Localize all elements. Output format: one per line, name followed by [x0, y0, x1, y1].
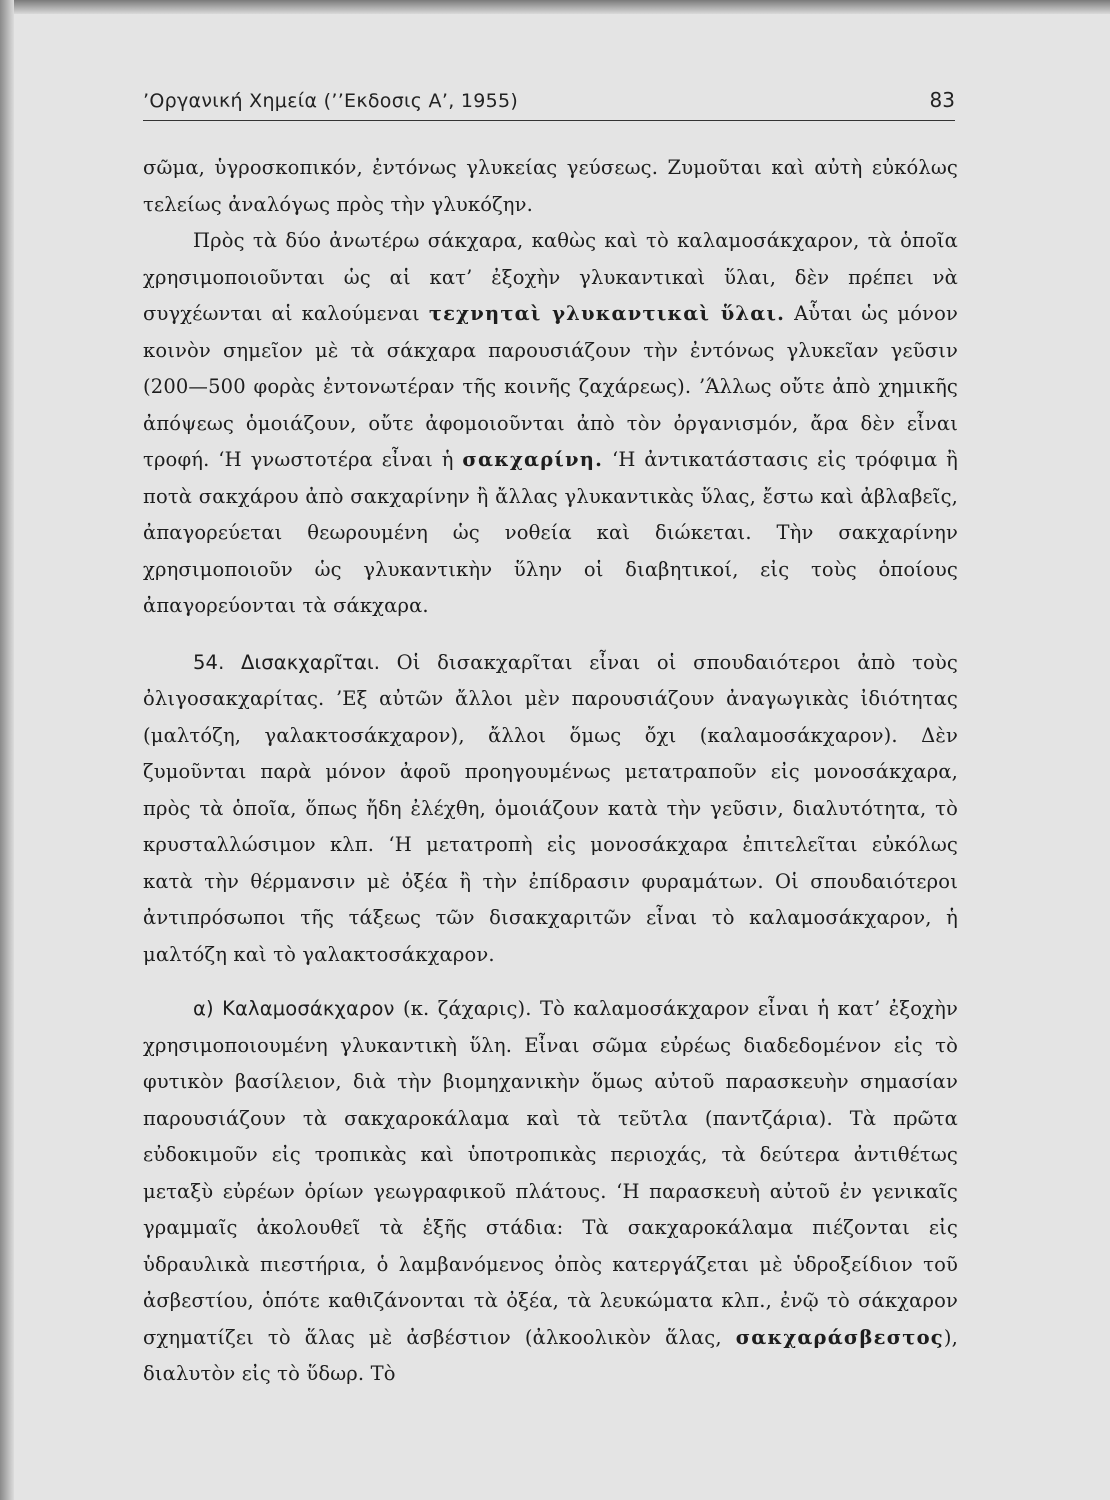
body-text: [143, 150, 958, 1393]
page-header: [143, 86, 955, 121]
paragraph-2-text-b: Αὗται ὡς μόνον κοινὸν σημεῖον μὲ τὰ σάκχαρα παρουσιάζουν τὴν ἐντόνως γλυκεῖαν γεῦσιν (200—500 φορὰς ἐντονωτέραν τῆς κοινῆς ζαχάρεως). ’Άλλως οὔτε ἀπὸ χημικῆς ἀπόψεως ὁμοιάζουν, οὔτε ἀφομοιοῦνται ἀπὸ τὸν ὀργανισμόν, ἄρα δὲν εἶναι τροφή. ‘Η γνωστοτέρα εἶναι ἡ: [143, 302, 958, 471]
paragraph-2-text-c: ‘Η ἀντικατάστασις εἰς τρόφιμα ἢ ποτὰ σακχάρου ἀπὸ σακχαρίνην ἢ ἄλλας γλυκαντικὰς ὕλας, ἔστω καὶ ἀβλαβεῖς, ἀπαγορεύεται θεωρουμένη ὡς νοθεία καὶ διώκεται. Τὴν σακχαρίνην χρησιμοποιοῦν ὡς γλυκαντικὴν ὕλην οἱ διαβητικοί, εἰς τοὺς ὁποίους ἀπαγορεύονται τὰ σάκχαρα.: [143, 448, 958, 617]
spacer: [143, 973, 958, 991]
running-title: ’Οργανική Χημεία (’’Εκδοσις Α’, 1955): [143, 90, 519, 112]
subsection-a-text-a: (κ. ζάχαρις). Τὸ καλαμοσάκχαρον εἶναι ἡ κατ’ ἐξοχὴν χρησιμοποιουμένη γλυκαντικὴ ὕλη. Εἶναι σῶμα εὐρέως διαδεδομένον εἰς τὸ φυτικὸν βασίλειον, διὰ τὴν βιομηχανικὴν ὅμως αὐτοῦ παρασκευὴν σημασίαν παρουσιάζουν τὰ σακχαροκάλαμα καὶ τὰ τεῦτλα (παντζάρια). Τὰ πρῶτα εὐδοκιμοῦν εἰς τροπικὰς καὶ ὑποτροπικὰς περιοχάς, τὰ δεύτερα ἀντιθέτως μεταξὺ εὐρέων ὁρίων γεωγραφικοῦ πλάτους. ‘Η παρασκευὴ αὐτοῦ ἐν γενικαῖς γραμμαῖς ἀκολουθεῖ τὰ ἑξῆς στάδια: Τὰ σακχαροκάλαμα πιέζονται εἰς ὑδραυλικὰ πιεστήρια, ὁ λαμβανόμενος ὀπὸς κατεργάζεται μὲ ὑδροξείδιον τοῦ ἀσβεστίου, ὁπότε καθιζάνονται τὰ ὀξέα, τὰ λευκώματα κλπ., ἐνῷ τὸ σάκχαρον σχηματίζει τὸ ἅλας μὲ ἀσβέστιον (ἀλκοολικὸν ἅλας,: [143, 997, 958, 1349]
page-number: 83: [929, 88, 955, 112]
subsection-a-text-b: ), διαλυτὸν εἰς τὸ ὕδωρ. Τὸ: [143, 1325, 958, 1385]
paragraph-2-text-a: Πρὸς τὰ δύο ἀνωτέρω σάκχαρα, καθὼς καὶ τὸ καλαμοσάκχαρον, τὰ ὁποῖα χρησιμοποιοῦνται ὡς αἱ κατ’ ἐξοχὴν γλυκαντικαὶ ὕλαι, δὲν πρέπει νὰ συγχέωνται αἱ καλούμεναι: [143, 229, 958, 325]
section-54-paragraph: [143, 645, 958, 974]
section-title: Δισακχαρῖται.: [241, 650, 381, 674]
scan-edge-left: [0, 0, 14, 1500]
paragraph-1-text: σῶμα, ὑγροσκοπικόν, ἐντόνως γλυκείας γεύσεως. Ζυμοῦται καὶ αὐτὴ εὐκόλως τελείως ἀναλόγως πρὸς τὴν γλυκόζην.: [143, 156, 958, 216]
bold-term-saccharate: σακχαράσβεστος: [735, 1325, 944, 1349]
paragraph-2: [143, 223, 958, 625]
spacer: [143, 625, 958, 645]
subsection-a-paragraph: [143, 991, 958, 1393]
subsection-title: α) Καλαμοσάκχαρον: [193, 997, 395, 1020]
bold-term-saccharin: σακχαρίνη.: [462, 448, 604, 471]
section-54-text: Οἱ δισακχαρῖται εἶναι οἱ σπουδαιότεροι ἀπὸ τοὺς ὀλιγοσακχαρίτας. ’Εξ αὐτῶν ἄλλοι μὲν παρουσιάζουν ἀναγωγικὰς ἰδιότητας (μαλτόζη, γαλακτοσάκχαρον), ἄλλοι ὅμως ὄχι (καλαμοσάκχαρον). Δὲν ζυμοῦνται παρὰ μόνον ἀφοῦ προηγουμένως μετατραποῦν εἰς μονοσάκχαρα, πρὸς τὰ ὁποῖα, ὅπως ἤδη ἐλέχθη, ὁμοιάζουν κατὰ τὴν γεῦσιν, διαλυτότητα, τὸ κρυσταλλώσιμον κλπ. ‘Η μετατροπὴ εἰς μονοσάκχαρα ἐπιτελεῖται εὐκόλως κατὰ τὴν θέρμανσιν μὲ ὀξέα ἢ τὴν ἐπίδρασιν φυραμάτων. Οἱ σπουδαιότεροι ἀντιπρόσωποι τῆς τάξεως τῶν δισακχαριτῶν εἶναι τὸ καλαμοσάκχαρον, ἡ μαλτόζη καὶ τὸ γαλακτοσάκχαρον.: [143, 650, 958, 966]
section-number: 54.: [193, 650, 225, 674]
paragraph-1: [143, 150, 958, 223]
scan-edge-top: [0, 0, 1110, 14]
bold-term-artificial-sweeteners: τεχνηταὶ γλυκαντικαὶ ὕλαι.: [428, 302, 786, 325]
